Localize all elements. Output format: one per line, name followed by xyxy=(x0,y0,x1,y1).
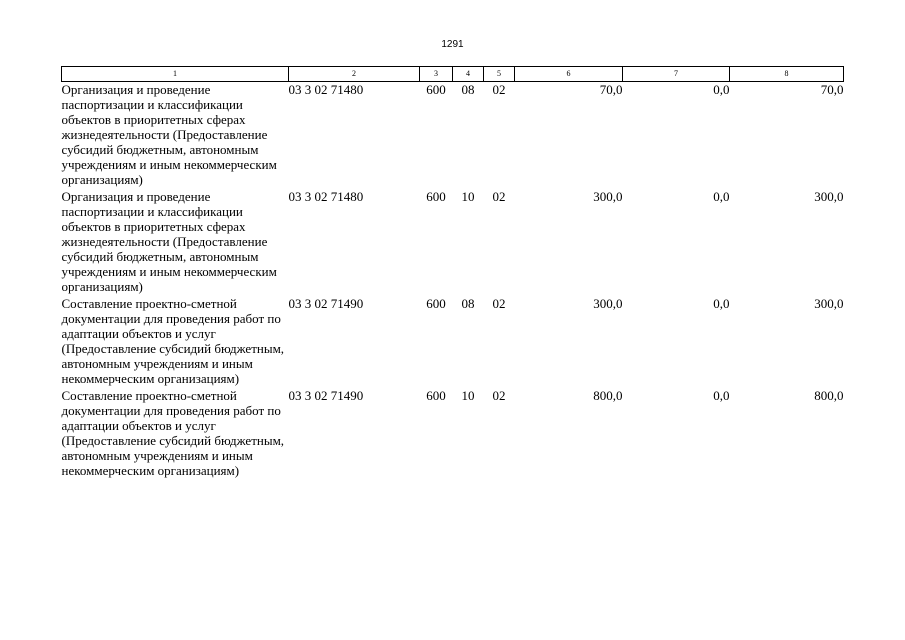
amount-federal: 0,0 xyxy=(713,388,730,403)
section-code: 08 xyxy=(461,296,475,311)
expense-name: Организация и проведение паспортизации и классификации объектов в приоритетных сферах жизнедеятельности (Предоставление субсидий бюджетным, автономным учреждениям и иным некоммерческим организациям) xyxy=(61,82,277,187)
header-col-2: 2 xyxy=(289,67,420,82)
expense-type: 600 xyxy=(426,388,446,403)
header-col-5: 5 xyxy=(484,67,515,82)
expense-type: 600 xyxy=(426,296,446,311)
amount-regional: 300,0 xyxy=(814,189,844,204)
expense-type: 600 xyxy=(426,189,446,204)
target-code: 03 3 02 71480 xyxy=(288,82,364,97)
amount-total: 800,0 xyxy=(593,388,623,403)
amount-total: 300,0 xyxy=(593,189,623,204)
header-col-8: 8 xyxy=(730,67,844,82)
amount-total: 70,0 xyxy=(599,82,623,97)
amount-regional: 800,0 xyxy=(814,388,844,403)
budget-table xyxy=(61,66,844,480)
table-body xyxy=(62,82,844,481)
header-col-7: 7 xyxy=(623,67,730,82)
table-row xyxy=(62,296,844,388)
target-code: 03 3 02 71490 xyxy=(288,296,364,311)
table-row xyxy=(62,82,844,190)
header-col-4: 4 xyxy=(453,67,484,82)
header-col-1: 1 xyxy=(62,67,289,82)
amount-federal: 0,0 xyxy=(713,296,730,311)
expense-type: 600 xyxy=(426,82,446,97)
subsection-code: 02 xyxy=(492,296,506,311)
amount-federal: 0,0 xyxy=(713,82,730,97)
expense-name: Составление проектно-сметной документации для проведения работ по адаптации объектов и услуг (Предоставление субсидий бюджетным, автономным учреждениям и иным некоммерческим организациям) xyxy=(61,296,285,386)
amount-total: 300,0 xyxy=(593,296,623,311)
target-code: 03 3 02 71480 xyxy=(288,189,364,204)
table-row xyxy=(62,388,844,480)
amount-federal: 0,0 xyxy=(713,189,730,204)
table-row xyxy=(62,189,844,296)
subsection-code: 02 xyxy=(492,82,506,97)
section-code: 10 xyxy=(461,189,475,204)
header-col-6: 6 xyxy=(515,67,623,82)
table-header xyxy=(62,67,844,82)
subsection-code: 02 xyxy=(492,388,506,403)
header-row xyxy=(62,67,844,82)
page-number: 1291 xyxy=(441,39,464,50)
expense-name: Составление проектно-сметной документации для проведения работ по адаптации объектов и услуг (Предоставление субсидий бюджетным, автономным учреждениям и иным некоммерческим организациям) xyxy=(61,388,285,478)
section-code: 08 xyxy=(461,82,475,97)
expense-name: Организация и проведение паспортизации и классификации объектов в приоритетных сферах жизнедеятельности (Предоставление субсидий бюджетным, автономным учреждениям и иным некоммерческим организациям) xyxy=(61,189,277,294)
target-code: 03 3 02 71490 xyxy=(288,388,364,403)
subsection-code: 02 xyxy=(492,189,506,204)
amount-regional: 300,0 xyxy=(814,296,844,311)
amount-regional: 70,0 xyxy=(820,82,844,97)
section-code: 10 xyxy=(461,388,475,403)
header-col-3: 3 xyxy=(420,67,453,82)
